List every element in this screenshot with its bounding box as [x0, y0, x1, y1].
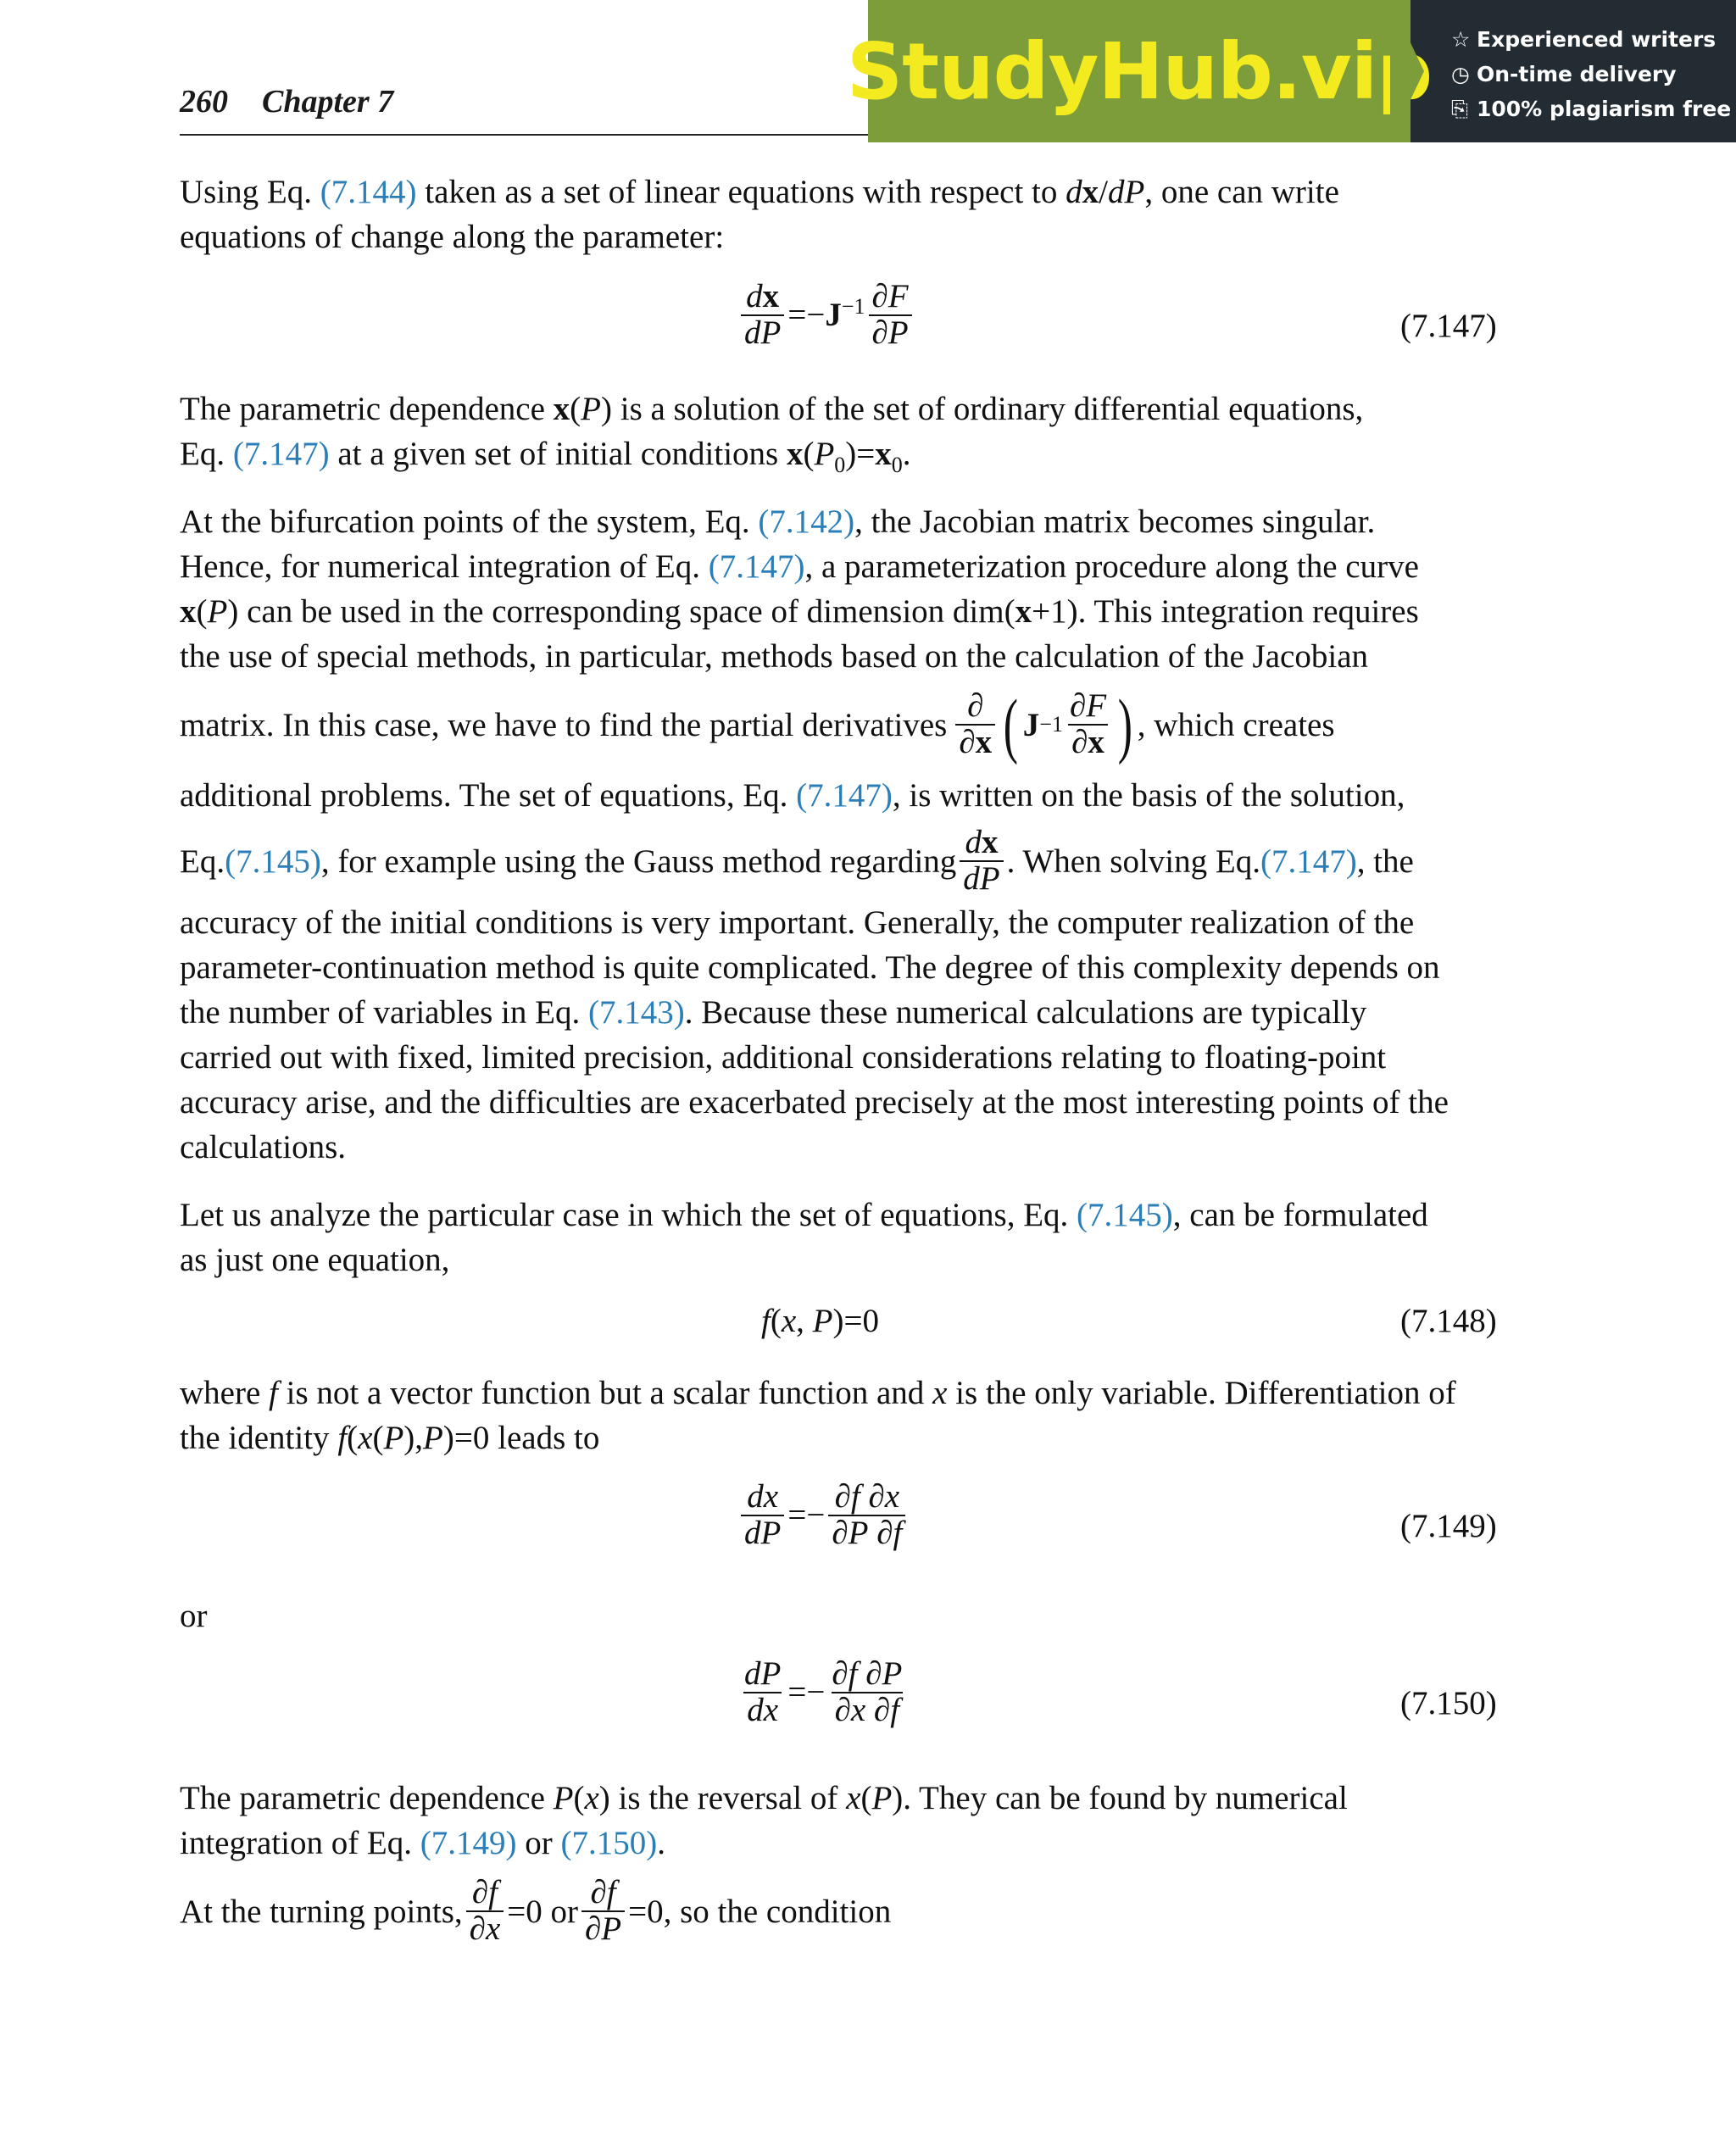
paragraph-line: Eq. (7.145) , for example using the Gauss method regarding $\frac{dx}{dP}$ . When solving Eq. (7.147) , the [180, 824, 1414, 897]
paragraph-line: x(P) can be used in the corresponding space of dimension dim(x+1). This integration requires [180, 593, 1419, 630]
paragraph-line: Let us analyze the particular case in which the set of equations, Eq. (7.145), can be formulated [180, 1197, 1428, 1233]
paragraph-line: the number of variables in Eq. (7.143). Because these numerical calculations are typically [180, 994, 1367, 1031]
studyhub-banner[interactable] [846, 0, 1433, 142]
paragraph-line: the identity f(x(P),P)=0 leads to [180, 1420, 600, 1456]
paragraph-line: At the turning points, $\frac{\partial f}{\partial x}$ =0 or $\frac{\partial f}{\partial P}$ =0, so the condition [180, 1874, 892, 1947]
paragraph-line: Using Eq. (7.144) taken as a set of linear equations with respect to dx/dP, one can write [180, 174, 1339, 210]
equation-link[interactable]: (7.145) [225, 842, 321, 880]
equation-link[interactable]: (7.147) [708, 548, 805, 585]
equation-number: (7.150) [1400, 1685, 1497, 1721]
banner-feature: ☆ Experienced writers [1451, 22, 1731, 57]
banner-feature-list [1451, 22, 1731, 126]
paragraph-line: The parametric dependence P(x) is the reversal of x(P). They can be found by numerical [180, 1780, 1348, 1816]
equation-link[interactable]: (7.150) [560, 1825, 658, 1861]
banner-arrow [1390, 0, 1424, 142]
clock-icon: ◷ [1451, 62, 1470, 86]
paragraph-line: Hence, for numerical integration of Eq. (7.147), a parameterization procedure along the curve [180, 548, 1419, 585]
equation-link[interactable]: (7.149) [420, 1825, 517, 1861]
equation-link[interactable]: (7.142) [758, 503, 855, 540]
running-head [180, 83, 393, 120]
paragraph-line: integration of Eq. (7.149) or (7.150). [180, 1825, 665, 1861]
paragraph-line: parameter-continuation method is quite complicated. The degree of this complexity depends on [180, 949, 1440, 986]
paragraph-line: matrix. In this case, we have to find the partial derivatives $\frac{\partial}{\partial x}$ ( J −1 $\frac{\partial F}{\partial x}$ ) , which creates [180, 684, 1335, 765]
paragraph-line: the use of special methods, in particular, methods based on the calculation of the Jacobian [180, 638, 1369, 675]
chapter-title: Chapter 7 [262, 84, 394, 120]
paragraph-line: The parametric dependence x(P) is a solution of the set of ordinary differential equations, [180, 391, 1364, 427]
page-number: 260 [180, 84, 228, 120]
banner-logo[interactable]: StudyHub.vip [846, 25, 1433, 117]
paragraph-line: equations of change along the parameter: [180, 219, 725, 255]
paragraph-line: accuracy arise, and the difficulties are exacerbated precisely at the most interesting points of the [180, 1084, 1449, 1121]
paragraph-line: Eq. (7.147) at a given set of initial conditions $x(P_0)=x_0$. [180, 436, 911, 477]
equation-link[interactable]: (7.144) [320, 174, 417, 210]
paragraph-line: where f is not a vector function but a scalar function and x is the only variable. Differentiation of [180, 1375, 1456, 1411]
document-icon: ⎘ [1451, 97, 1469, 121]
equation-number: (7.149) [1400, 1508, 1497, 1544]
equation-number: (7.147) [1400, 308, 1497, 344]
equation-number: (7.148) [1400, 1303, 1497, 1339]
equation-link[interactable]: (7.147) [796, 777, 893, 814]
equation-link[interactable]: (7.145) [1077, 1197, 1173, 1233]
paragraph-line: additional problems. The set of equations, Eq. (7.147), is written on the basis of the solution, [180, 777, 1405, 814]
banner-feature: ◷ On-time delivery [1451, 57, 1731, 92]
paragraph-line: as just one equation, [180, 1242, 450, 1278]
paragraph-line: accuracy of the initial conditions is very important. Generally, the computer realization of the [180, 904, 1415, 941]
equation-link[interactable]: (7.147) [232, 436, 330, 472]
paragraph-line: At the bifurcation points of the system, Eq. (7.142), the Jacobian matrix becomes singular. [180, 503, 1376, 540]
equation-link[interactable]: (7.143) [587, 994, 685, 1031]
equation-link[interactable]: (7.147) [1260, 842, 1357, 880]
banner-feature: ⎘ 100% plagiarism free [1451, 92, 1731, 126]
paragraph-line: or [180, 1598, 208, 1634]
paragraph-line: calculations. [180, 1129, 347, 1165]
star-icon: ☆ [1451, 27, 1471, 52]
paragraph-line: carried out with fixed, limited precision, additional considerations relating to floating-point [180, 1039, 1387, 1076]
